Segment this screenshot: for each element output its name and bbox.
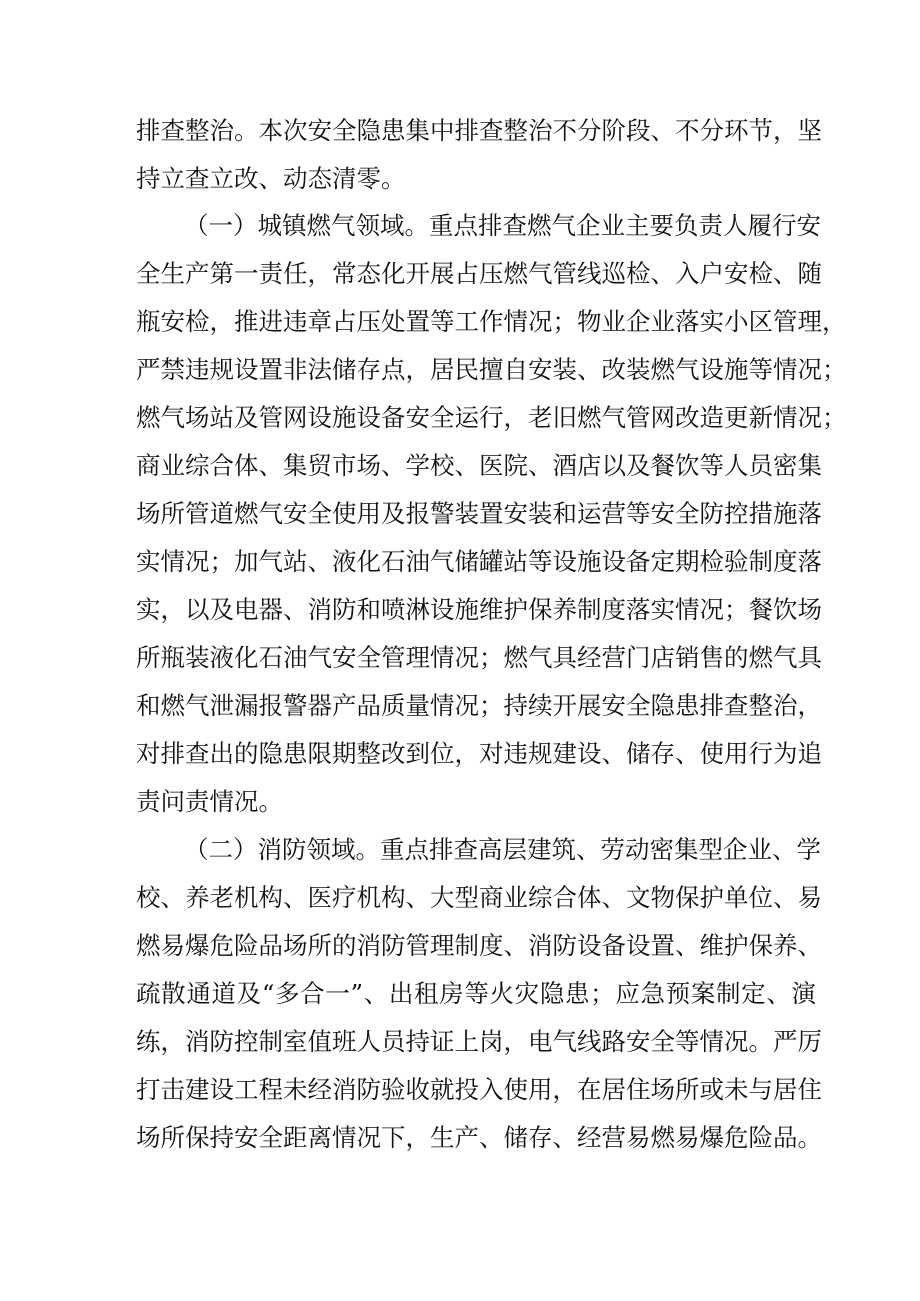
text-line: 持立查立改、动态清零。 bbox=[136, 164, 406, 193]
text-line: 练，消防控制室值班人员持证上岗，电气线路安全等情况。严厉 bbox=[136, 1027, 822, 1056]
text-line: 所瓶装液化石油气安全管理情况；燃气具经营门店销售的燃气具 bbox=[136, 643, 822, 672]
text-line: （二）消防领域。重点排查高层建筑、劳动密集型企业、学 bbox=[184, 835, 821, 864]
text-line: 严禁违规设置非法储存点，居民擅自安装、改装燃气设施等情况； bbox=[136, 355, 847, 384]
text-line: 责问责情况。 bbox=[136, 787, 283, 816]
text-line: 对排查出的隐患限期整改到位，对违规建设、储存、使用行为追 bbox=[136, 739, 822, 768]
text-line: 打击建设工程未经消防验收就投入使用，在居住场所或未与居住 bbox=[136, 1075, 822, 1104]
text-line: 全生产第一责任，常态化开展占压燃气管线巡检、入户安检、随 bbox=[136, 259, 822, 288]
text-line: 和燃气泄漏报警器产品质量情况；持续开展安全隐患排查整治， bbox=[136, 691, 822, 720]
text-line: （一）城镇燃气领域。重点排查燃气企业主要负责人履行安 bbox=[184, 211, 821, 240]
text-line: 商业综合体、集贸市场、学校、医院、酒店以及餐饮等人员密集 bbox=[136, 451, 822, 480]
text-line: 实情况；加气站、液化石油气储罐站等设施设备定期检验制度落 bbox=[136, 547, 822, 576]
text-line: 燃气场站及管网设施设备安全运行，老旧燃气管网改造更新情况； bbox=[136, 403, 847, 432]
text-line: 瓶安检，推进违章占压处置等工作情况；物业企业落实小区管理， bbox=[136, 307, 847, 336]
text-line: 疏散通道及“多合一”、出租房等火灾隐患；应急预案制定、演 bbox=[136, 979, 816, 1008]
text-line: 场所管道燃气安全使用及报警装置安装和运营等安全防控措施落 bbox=[136, 499, 822, 528]
text-line: 燃易爆危险品场所的消防管理制度、消防设备设置、维护保养、 bbox=[136, 931, 822, 960]
text-line: 场所保持安全距离情况下，生产、储存、经营易燃易爆危险品。 bbox=[136, 1123, 822, 1152]
text-line: 实，以及电器、消防和喷淋设施维护保养制度落实情况；餐饮场 bbox=[136, 595, 822, 624]
text-line: 排查整治。本次安全隐患集中排查整治不分阶段、不分环节，坚 bbox=[136, 116, 822, 145]
text-line: 校、养老机构、医疗机构、大型商业综合体、文物保护单位、易 bbox=[136, 883, 822, 912]
